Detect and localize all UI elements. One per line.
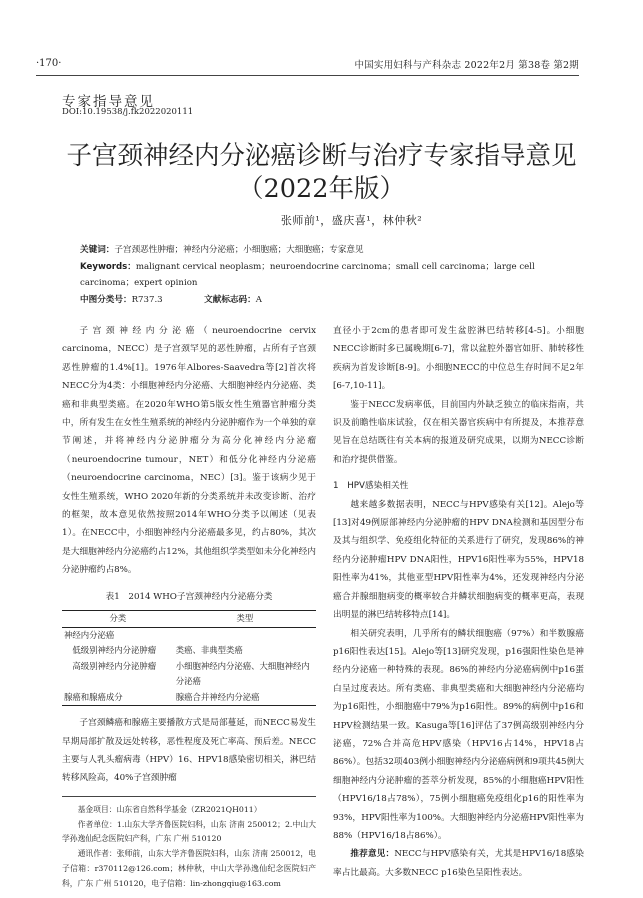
page-number: ·170· [36, 58, 62, 69]
body-paragraph: 鉴于NECC发病率低，目前国内外缺乏独立的临床指南，共识及前瞻性临床试验，仅在相关器官疾病中有所提及，本推荐意见旨在总结既往有关本病的报道及研究成果，以期为NECC诊断和治疗提供借鉴。 [333, 399, 584, 465]
table-row [62, 627, 316, 643]
section-heading: 1 HPV感染相关性 [333, 481, 409, 492]
table-row [62, 690, 316, 706]
clc-label: 中图分类号： [80, 295, 132, 305]
table-row [62, 659, 316, 690]
table-cell: 高级别神经内分泌肿瘤 [64, 660, 157, 671]
body-paragraph: 相关研究表明，几乎所有的鳞状细胞癌（97%）和半数腺癌p16阳性表达[15]。Alejo等[13]研究发现，p16强阳性染色是神经内分泌癌一种特殊的表现。86%的神经内分泌癌病例中p16蛋白呈过度表达。所有类癌、非典型类癌和大细胞神经内分泌癌均为p16阳性，小细胞癌中79%为p16阳性。89%的病例中p16和HPV检测结果一致。Kasuga等[16]评估了37例高级别神经内分泌癌，72%合并高危HPV感染（HPV16占14%，HPV18占86%）。包括32项403例小细胞神经内分泌癌病例和9项共45例大细胞神经内分泌肿瘤的荟萃分析发现，85%的小细胞癌HPV阳性（HPV16/18占78%），75例小细胞癌免疫组化p16的阳性率为93%，HPV阳性率为100%。大细胞神经内分泌癌HPV阳性率为88%（HPV16/18占86%）。 [333, 628, 584, 841]
right-column [333, 322, 584, 882]
recommendation-label: 推荐意见： [350, 849, 395, 860]
authors: 张师前¹，盛庆喜¹，林仲秋² [280, 214, 423, 227]
table-cell: 腺癌合并神经内分泌癌 [175, 691, 260, 702]
table-header-row [62, 611, 316, 628]
classification [80, 292, 579, 308]
body-paragraph: 直径小于2cm的患者即可发生盆腔淋巴结转移[4-5]。小细胞NECC诊断时多已属晚期[6-7]，常以盆腔外器官如肝、肺转移性疾病为首发诊断[8-9]。小细胞NECC的中位总生存时间不足2年[6-7,10-11]。 [333, 326, 584, 392]
left-column [62, 322, 316, 892]
keywords-cn-label: 关键词： [80, 245, 115, 255]
body-paragraph: 子宫颈鳞癌和腺癌主要播散方式是局部蔓延，而NECC易发生早期局部扩散及远处转移，恶性程度及死亡率高、预后差。NECC主要与人乳头瘤病毒（HPV）16、HPV18感染密切相关，淋巴结转移风险高，40%子宫颈肿瘤 [62, 718, 316, 784]
title-line-1: 子宫颈神经内分泌癌诊断与治疗专家指导意见 [66, 141, 577, 171]
journal-header: 中国实用妇科与产科杂志 2022年2月 第38卷 第2期 [354, 60, 579, 71]
table-caption: 表1 2014 WHO子宫颈神经内分泌癌分类 [105, 591, 273, 602]
footnote-correspondence: 通讯作者：张师前，山东大学齐鲁医院妇科，山东 济南 250012，电子信箱：r370112@126.com；林仲秋，中山大学孙逸仙纪念医院妇产科，广东 广州 510120，电子信箱：lin-zhongqiu@163.com [62, 849, 316, 888]
table-cell: 神经内分泌癌 [64, 629, 115, 640]
body-paragraph: 子宫颈神经内分泌癌（neuroendocrine cervix carcinoma，NECC）是子宫颈罕见的恶性肿瘤，占所有子宫颈恶性肿瘤的1.4%[1]。1976年Albores-Saavedra等[2]首次将NECC分为4类：小细胞神经内分泌癌、大细胞神经内分泌癌、类癌和非典型类癌。在2020年WHO第5版女性生殖器官肿瘤分类中，所有发生在女性生殖系统的神经内分泌肿瘤作为一个单独的章节阐述，并将神经内分泌肿瘤分为高分化神经内分泌瘤（neuroendocrine tumour，NET）和低分化神经内分泌癌（neuroendocrine carcinoma，NEC）[3]。鉴于该病少见于女性生殖系统，WHO 2020年新的分类系统并未改变诊断、治疗的框架，故本意见依然按照2014年WHO分类予以阐述（见表1）。在NECC中，小细胞神经内分泌癌最多见，约占80%，其次是大细胞神经内分泌癌约占12%，其他组织学类型如未分化神经内分泌肿瘤约占8%。 [62, 326, 316, 576]
recommendation-text: NECC与HPV感染有关，尤其是HPV16/18感染率占比最高。大多数NECC p16染色呈阳性表达。 [333, 849, 584, 878]
table-row [62, 643, 316, 659]
doi: DOI:10.19538/j.fk2022020111 [62, 107, 194, 117]
recommendation [333, 845, 584, 882]
classification-table [62, 610, 316, 706]
table-cell: 腺癌和腺癌成分 [64, 691, 123, 702]
footnote-affiliation: 作者单位：1.山东大学齐鲁医院妇科，山东 济南 250012；2.中山大学孙逸仙纪念医院妇产科，广东 广州 510120 [62, 819, 316, 844]
keywords-cn [80, 242, 579, 258]
keywords-en-label: Keywords： [80, 262, 136, 272]
table-cell: 小细胞神经内分泌癌、大细胞神经内分泌癌 [175, 660, 310, 687]
doc-code-value: A [255, 295, 262, 305]
clc-value: R737.3 [131, 295, 163, 305]
body-paragraph: 越来越多数据表明，NECC与HPV感染有关[12]。Alejo等[13]对49例原部神经内分泌肿瘤的HPV DNA检测和基因型分布及其与组织学、免疫组化特征的关系进行了研究，发现86%的神经内分泌肿瘤HPV DNA阳性，HPV16阳性率为55%，HPV18阳性率为41%，其他亚型HPV阳性率为4%，还发现神经内分泌癌合并腺细胞病变的概率较合并鳞状细胞病变的概率更高，表现出明显的淋巴结转移特点[14]。 [333, 499, 584, 621]
keywords-en [80, 259, 579, 291]
section-label: 专家指导意见 [62, 94, 155, 110]
footnote-rule [62, 796, 316, 797]
table-cell: 类癌、非典型类癌 [175, 645, 243, 656]
keywords-cn-text: 子宫颈恶性肿瘤；神经内分泌癌；小细胞癌；大细胞癌；专家意见 [114, 245, 364, 255]
title-line-2: （2022年版） [238, 174, 405, 204]
footnote-funding: 基金项目：山东省自然科学基金（ZR2021QH011） [77, 804, 262, 814]
table-header-cell: 类型 [236, 613, 254, 624]
table-cell: 低级别神经内分泌肿瘤 [64, 645, 157, 656]
keywords-en-text: malignant cervical neoplasm；neuroendocrine carcinoma；small cell carcinoma；large cell carcinoma；expert opinion [80, 262, 535, 288]
doc-code-label: 文献标志码： [204, 295, 256, 305]
article-title [40, 140, 603, 206]
header-rule [36, 75, 579, 76]
table-cell [174, 627, 316, 643]
table-header-cell: 分类 [109, 613, 127, 624]
